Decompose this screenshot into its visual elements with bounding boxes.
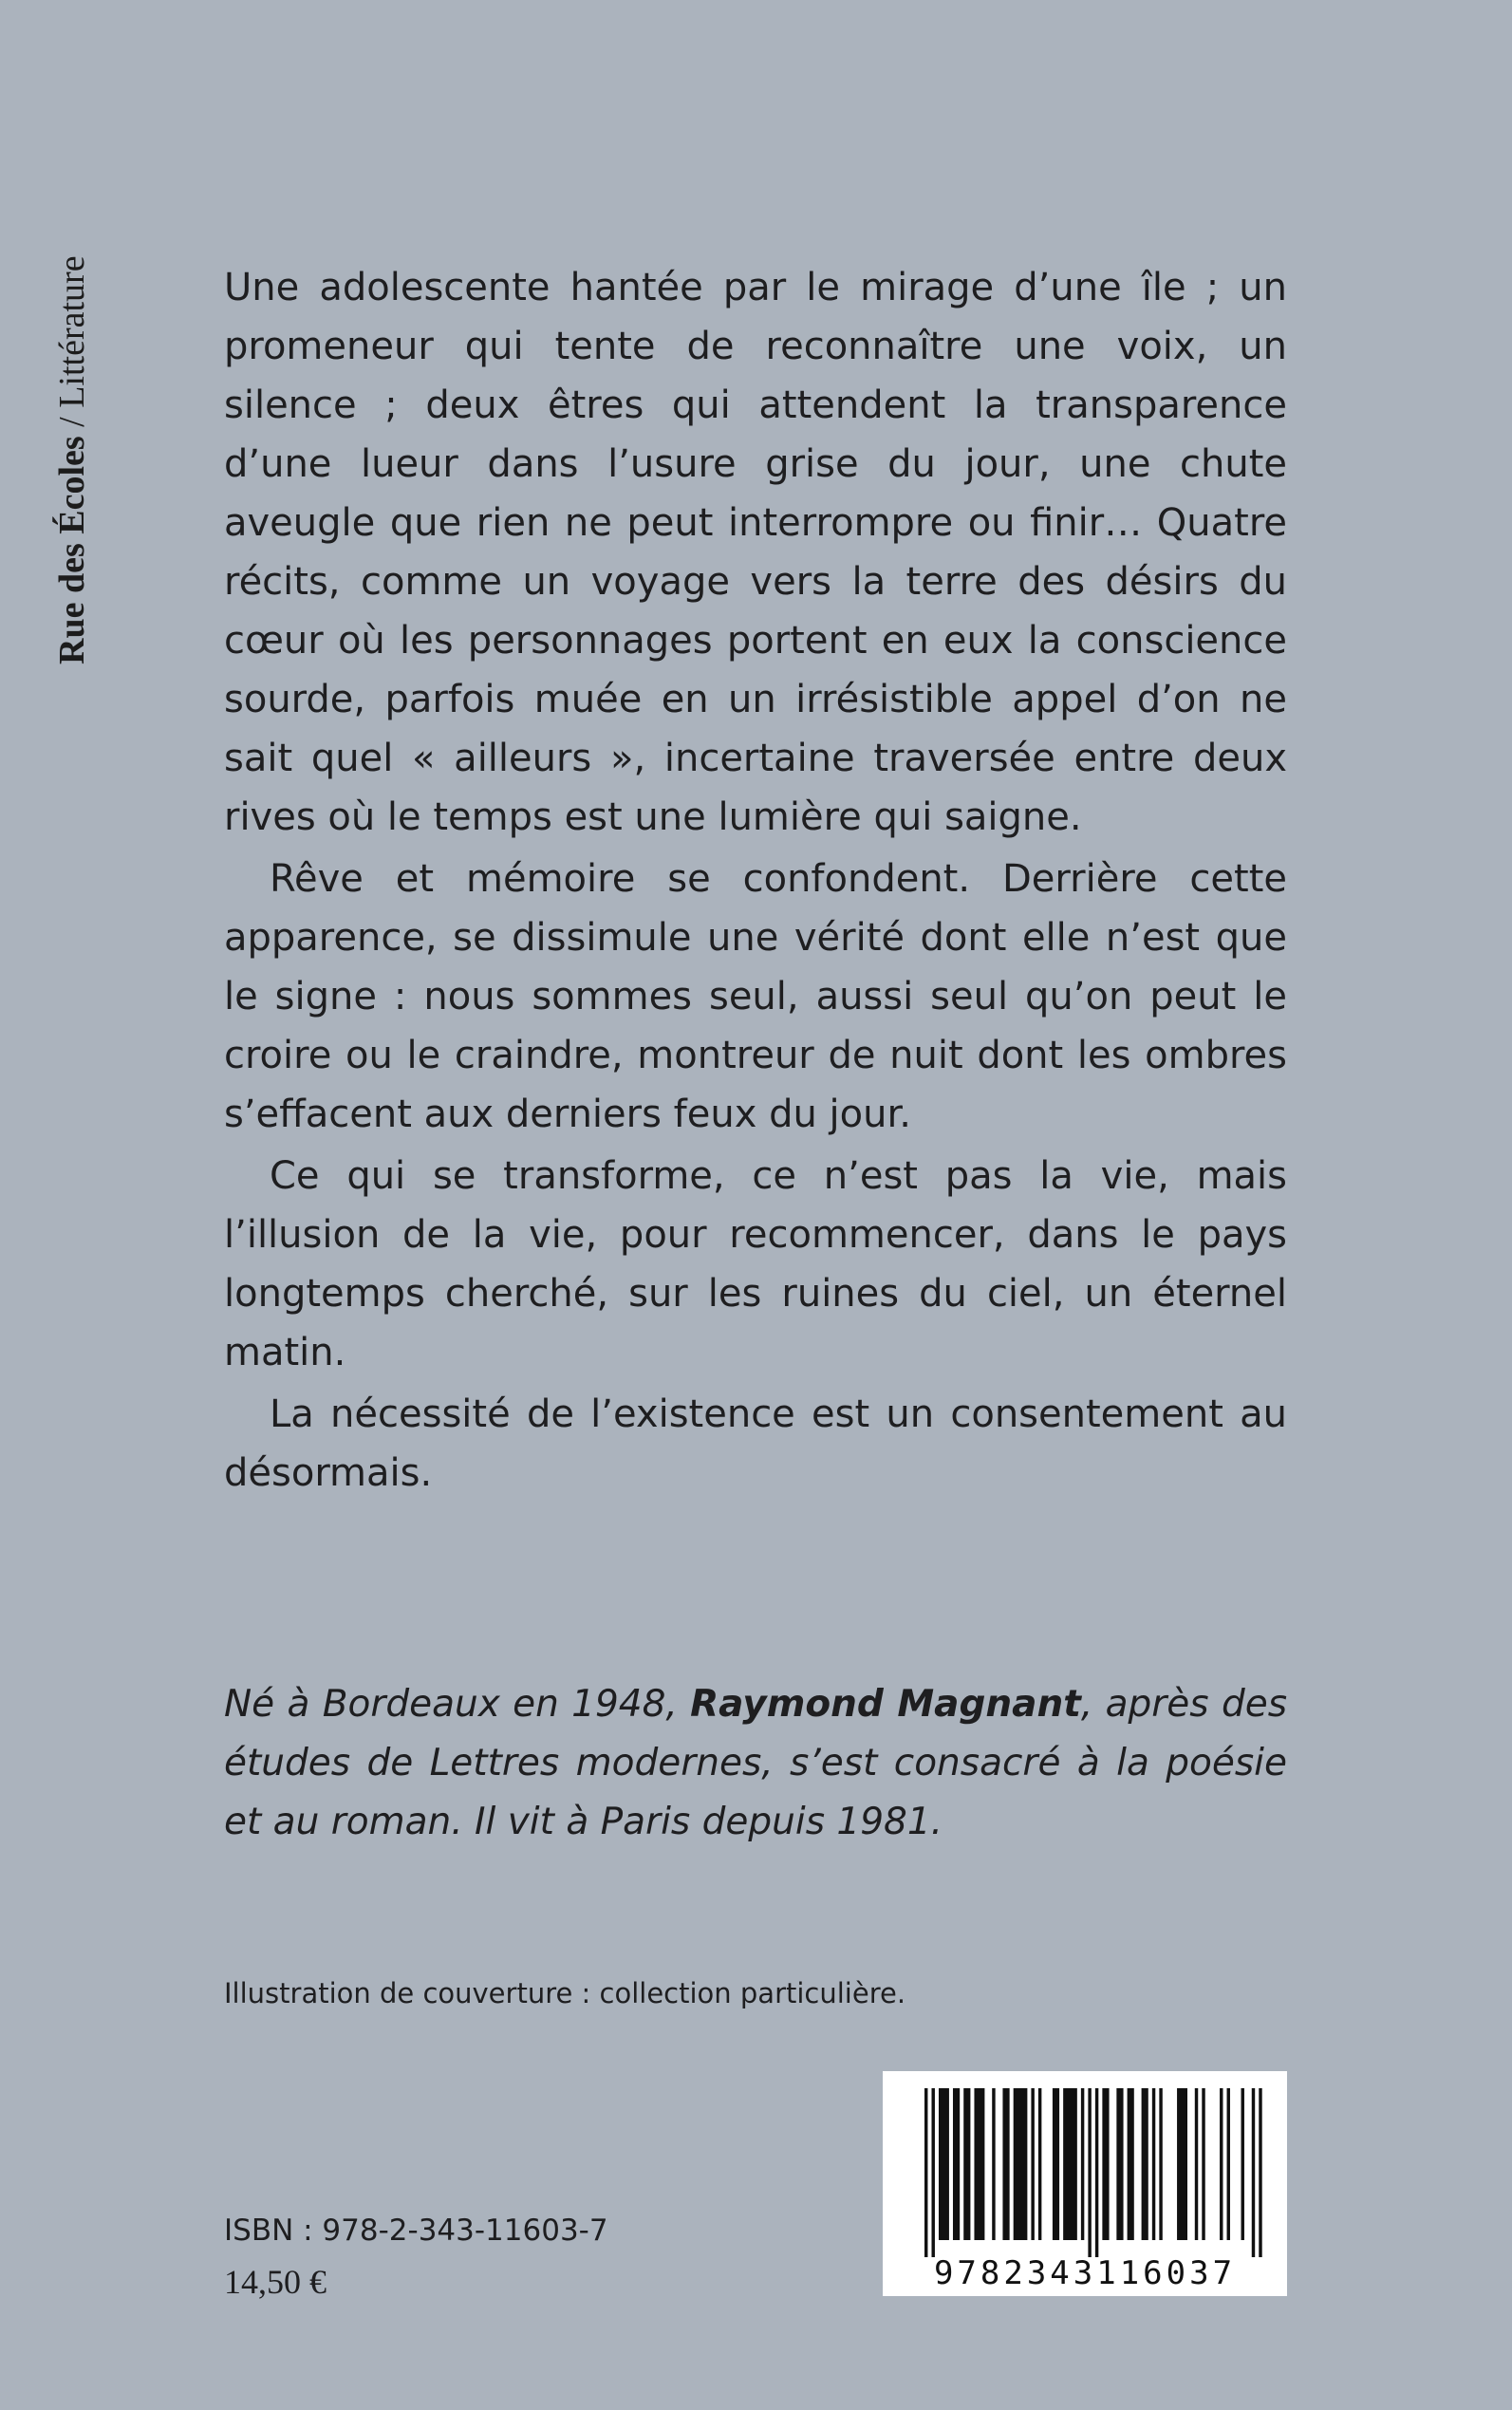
barcode-bar	[953, 2088, 960, 2240]
price: 14,50 €	[224, 2263, 327, 2301]
barcode-bar	[1227, 2088, 1230, 2240]
blurb-paragraph-4: La nécessité de l’existence est un consentement au désormais.	[224, 1392, 1287, 1495]
barcode-bar	[974, 2088, 984, 2240]
blurb-paragraph-2: Rêve et mémoire se confondent. Derrière cette apparence, se dissimule une vérité dont elle n’est que le signe : nous sommes seul, aussi seul qu’on peut le croire ou le craindre, montreur de nuit dont les ombres s’effacent aux derniers feux du jour.	[224, 857, 1287, 1136]
barcode-bar	[1195, 2088, 1198, 2240]
blurb	[224, 258, 1287, 1505]
spine-separator: /	[52, 407, 92, 437]
barcode-bars	[924, 2088, 1262, 2257]
barcode-bar	[963, 2088, 970, 2240]
barcode-bar	[1159, 2088, 1162, 2240]
blurb-paragraph-1: Une adolescente hantée par le mirage d’une île ; un promeneur qui tente de reconnaître une voix, un silence ; deux êtres qui attendent la transparence d’une lueur dans l’usure grise du jour, une chute aveugle que rien ne peut interrompre ou finir… Quatre récits, comme un voyage vers la terre des désirs du cœur où les personnages portent en eux la conscience sourde, parfois muée en un irrésistible appel d’on ne sait quel « ailleurs », incertaine traversée entre deux rives où le temps est une lumière qui saigne.	[224, 266, 1287, 839]
barcode-bar	[1002, 2088, 1009, 2240]
illustration-credit: Illustration de couverture : collection particulière.	[224, 1977, 906, 2009]
collection-name: Littérature	[52, 255, 92, 408]
barcode-bar	[1038, 2088, 1041, 2240]
barcode-bar	[1063, 2088, 1077, 2240]
author-bio	[224, 1675, 1287, 1852]
barcode-bar	[1053, 2088, 1059, 2240]
series-name: Rue des Écoles	[52, 436, 92, 664]
barcode-guard-bar	[1088, 2088, 1091, 2257]
barcode-guard-bar	[1252, 2088, 1255, 2257]
bio-rest: , après des études de Lettres modernes, s’est consacré à la poésie et au roman. Il vit à Paris depuis 1981.	[224, 1683, 1288, 1843]
barcode-bar	[1152, 2088, 1155, 2240]
barcode-digits: 9782343116037	[933, 2254, 1237, 2292]
barcode-bar	[1081, 2088, 1084, 2240]
barcode-bar	[992, 2088, 995, 2240]
author-name: Raymond Magnant	[690, 1683, 1081, 1726]
blurb-paragraph-3: Ce qui se transforme, ce n’est pas la vie, mais l’illusion de la vie, pour recommencer, dans le pays longtemps cherché, sur les ruines du ciel, un éternel matin.	[224, 1154, 1287, 1374]
barcode-bar	[1128, 2088, 1134, 2240]
barcode-graphic	[883, 2071, 1287, 2296]
barcode-bar	[1142, 2088, 1148, 2240]
barcode-bar	[1202, 2088, 1204, 2240]
barcode-guard-bar	[1095, 2088, 1098, 2257]
barcode-bar	[1220, 2088, 1223, 2240]
barcode-guard-bar	[924, 2088, 927, 2257]
barcode-bar	[1116, 2088, 1123, 2240]
barcode-bar	[939, 2088, 949, 2240]
spine-title	[44, 114, 101, 664]
isbn: ISBN : 978-2-343-11603-7	[224, 2214, 608, 2248]
barcode-bar	[1031, 2088, 1034, 2240]
barcode-bar	[1241, 2088, 1244, 2240]
barcode-bar	[1102, 2088, 1109, 2240]
barcode-guard-bar	[931, 2088, 934, 2257]
barcode-bar	[1014, 2088, 1028, 2240]
barcode-guard-bar	[1259, 2088, 1261, 2257]
barcode	[883, 2071, 1287, 2296]
bio-intro: Né à Bordeaux en 1948,	[224, 1683, 691, 1726]
barcode-bar	[1177, 2088, 1187, 2240]
